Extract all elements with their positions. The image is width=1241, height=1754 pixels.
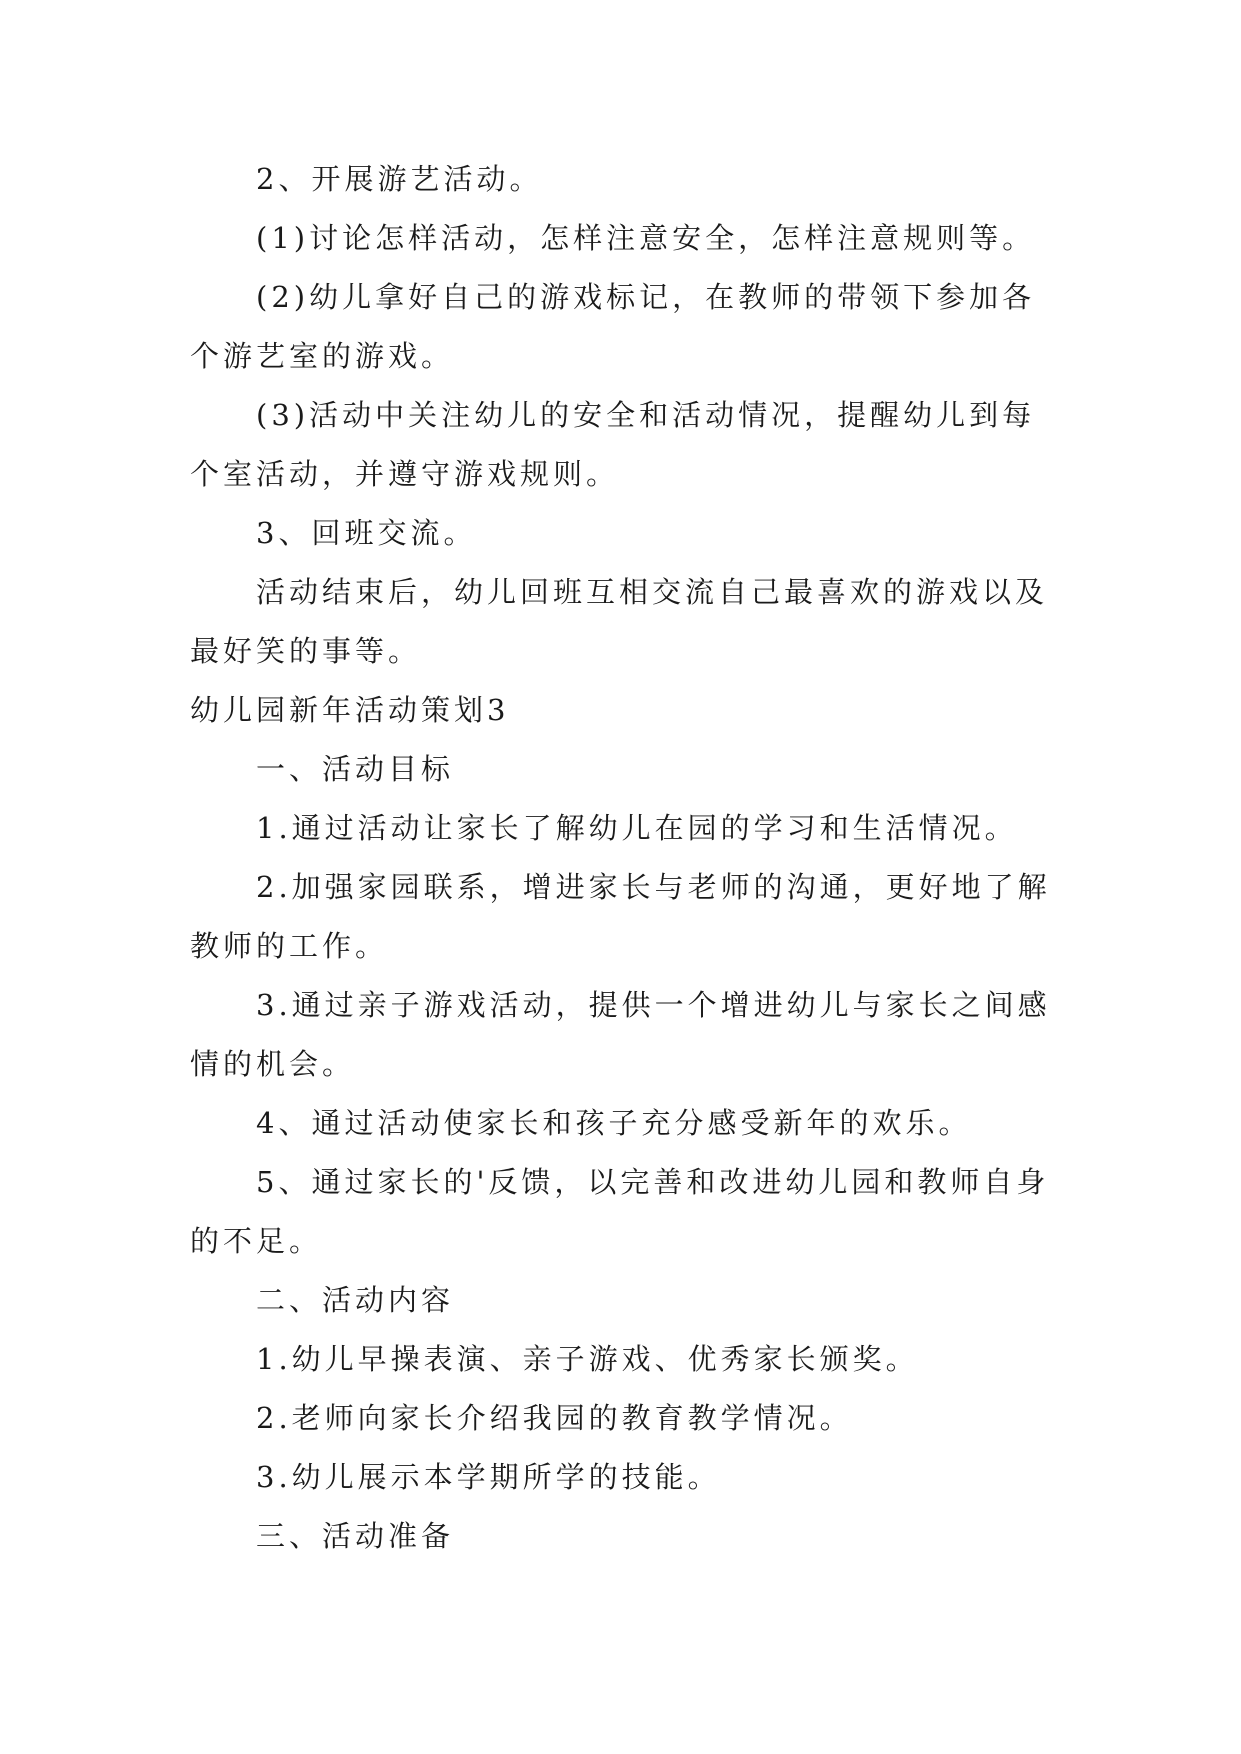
- goal-item-5: 5、通过家长的'反馈，以完善和改进幼儿园和教师自身的不足。: [190, 1165, 1050, 1258]
- content-item-2: 2.老师向家长介绍我园的教育教学情况。: [256, 1401, 853, 1435]
- paragraph-subitem-3: (3)活动中关注幼儿的安全和活动情况，提醒幼儿到每个室活动，并遵守游戏规则。: [190, 398, 1036, 491]
- paragraph-item-3: 3、回班交流。: [256, 516, 477, 550]
- document-body: [190, 150, 1060, 1566]
- heading-goals: 一、活动目标: [256, 752, 455, 786]
- content-item-1: 1.幼儿早操表演、亲子游戏、优秀家长颁奖。: [256, 1342, 919, 1376]
- paragraph-item-2: 2、开展游艺活动。: [256, 162, 543, 196]
- goal-item-2: 2.加强家园联系，增进家长与老师的沟通，更好地了解教师的工作。: [190, 870, 1051, 963]
- heading-preparation: 三、活动准备: [256, 1519, 455, 1553]
- section-title: 幼儿园新年活动策划3: [190, 693, 510, 727]
- goal-item-4: 4、通过活动使家长和孩子充分感受新年的欢乐。: [256, 1106, 972, 1140]
- paragraph-subitem-2: (2)幼儿拿好自己的游戏标记，在教师的带领下参加各个游艺室的游戏。: [190, 280, 1036, 373]
- goal-item-3: 3.通过亲子游戏活动，提供一个增进幼儿与家长之间感情的机会。: [190, 988, 1051, 1081]
- goal-item-1: 1.通过活动让家长了解幼儿在园的学习和生活情况。: [256, 811, 1018, 845]
- heading-content: 二、活动内容: [256, 1283, 455, 1317]
- paragraph-subitem-1: (1)讨论怎样活动，怎样注意安全，怎样注意规则等。: [256, 221, 1036, 255]
- content-item-3: 3.幼儿展示本学期所学的技能。: [256, 1460, 721, 1494]
- paragraph-summary: 活动结束后，幼儿回班互相交流自己最喜欢的游戏以及最好笑的事等。: [190, 575, 1049, 668]
